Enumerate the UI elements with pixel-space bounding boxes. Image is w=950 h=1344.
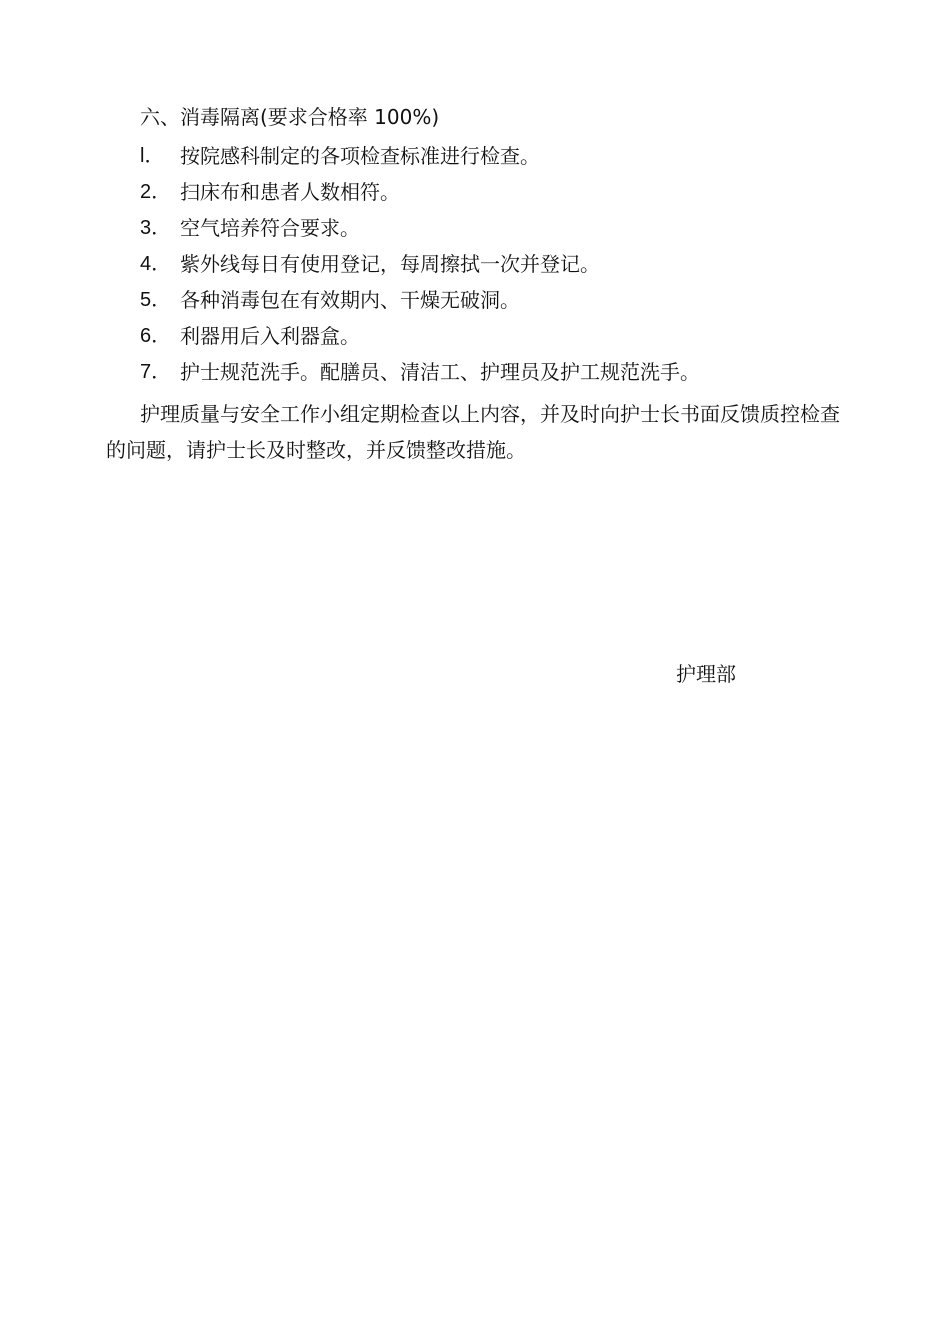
item-number: 5． (140, 289, 172, 311)
list-item (140, 358, 700, 394)
item-number: 4． (140, 253, 172, 275)
item-number: 6． (140, 325, 172, 347)
item-text: 各种消毒包在有效期内、干燥无破洞。 (180, 288, 520, 312)
item-text: 护士规范洗手。配膳员、清洁工、护理员及护工规范洗手。 (180, 360, 700, 384)
check-item-list (140, 142, 700, 394)
list-item (140, 178, 700, 214)
item-text: 扫床布和患者人数相符。 (180, 180, 400, 204)
list-item (140, 142, 700, 178)
list-item (140, 322, 700, 358)
item-text: 按院感科制定的各项检查标准进行检查。 (180, 144, 540, 168)
signature-department: 护理部 (676, 662, 736, 686)
item-text: 紫外线每日有使用登记，每周擦拭一次并登记。 (180, 252, 600, 276)
list-item (140, 214, 700, 250)
item-number: l． (140, 145, 165, 167)
section-heading: 六、消毒隔离(要求合格率 100%) (140, 105, 440, 129)
list-item (140, 250, 700, 286)
item-number: 2． (140, 181, 172, 203)
summary-paragraph: 护理质量与安全工作小组定期检查以上内容，并及时向护士长书面反馈质控检查的问题，请护士长及时整改，并反馈整改措施。 (106, 402, 840, 462)
item-text: 利器用后入利器盒。 (180, 324, 360, 348)
item-number: 3． (140, 217, 172, 239)
item-number: 7． (140, 361, 172, 383)
list-item (140, 286, 700, 322)
item-text: 空气培养符合要求。 (180, 216, 360, 240)
